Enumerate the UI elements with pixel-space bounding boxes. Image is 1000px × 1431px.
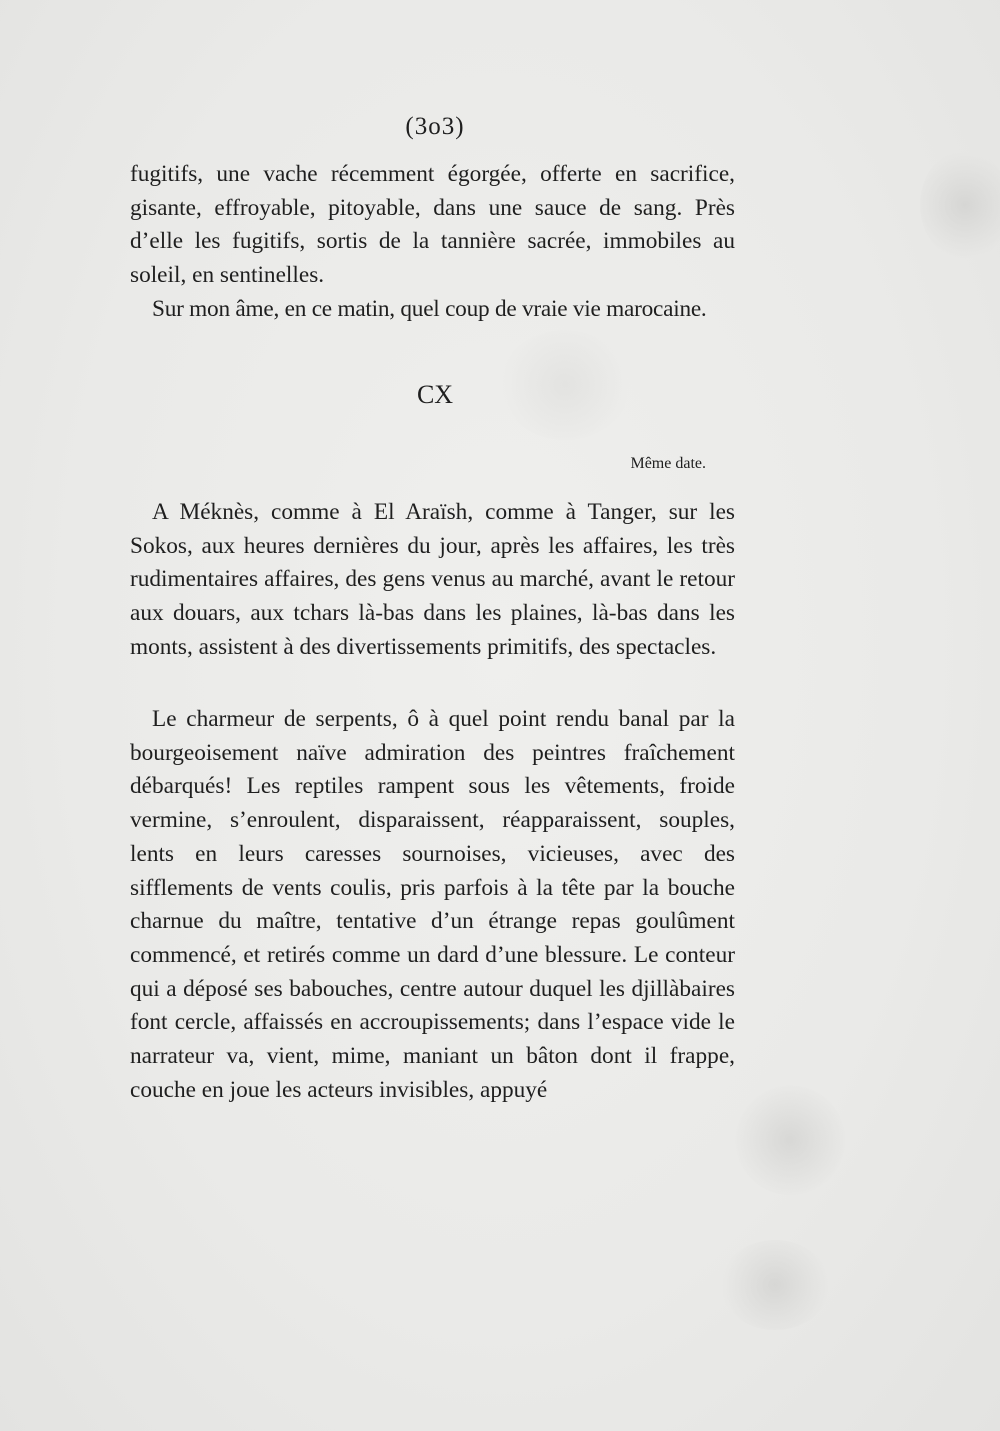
paper-stain [735,1085,845,1195]
paper-stain [920,150,1000,260]
paragraph-snake-charmer: Le charmeur de serpents, ô à quel point rendu banal par la bourgeoisement naïve admiration des peintres fraîchement débarqués! Les reptiles rampent sous les vêtements, froide vermine, s’enroulent, disparaissent, réapparaissent, souples, lents en leurs caresses sournoises, vicieuses, avec des sifflements de vents coulis, pris parfois à la tête par la bouche charnue du maître, tentative d’un étrange repas goulûment commencé, et retirés comme un dard d’une blessure. Le conteur qui a déposé ses babouches, centre autour duquel les djillàbaires font cercle, affaissés en accroupissements; dans l’espace vide le narrateur va, vient, mime, maniant un bâton dont il frappe, couche en joue les acteurs invisibles, appuyé [130,706,735,1103]
paragraph-continuation: fugitifs, une vache récemment égorgée, offerte en sacrifice, gisante, effroyable, pitoyable, dans une sauce de sang. Près d’elle les fugitifs, sortis de la tannière sacrée, immobiles au soleil, en sentinelles. [130,161,735,289]
paragraph-meknes: A Méknès, comme à El Araïsh, comme à Tanger, sur les Sokos, aux heures dernières du jour, après les affaires, les très rudimentaires affaires, des gens venus au marché, avant le retour aux douars, aux tchars là-bas dans les plaines, là-bas dans les monts, assistent à des divertissements primitifs, des spectacles. [130,499,735,660]
page-number: (3o3) [405,113,465,140]
paragraph-closing-remark: Sur mon âme, en ce matin, quel coup de vraie vie marocaine. [152,296,707,322]
section-heading: CX [416,380,454,409]
paper-stain [720,1240,830,1330]
section-date: Même date. [630,455,706,472]
